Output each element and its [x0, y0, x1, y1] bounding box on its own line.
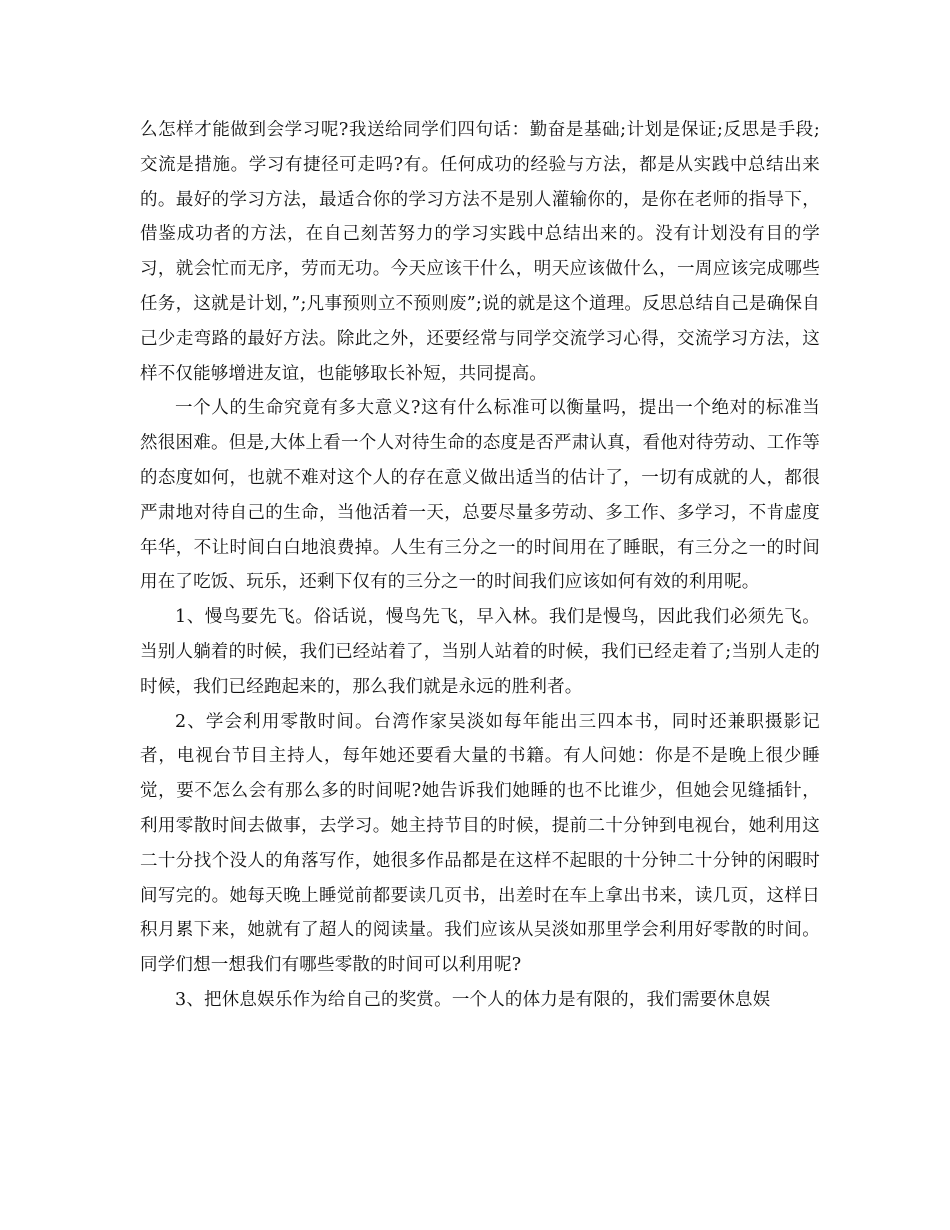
paragraph-slow-bird-flies-first: 1、慢鸟要先飞。俗话说，慢鸟先飞，早入林。我们是慢鸟，因此我们必须先飞。当别人躺着的时候，我们已经站着了，当别人站着的时候，我们已经走着了;当别人走的时候，我们已经跑起来的，那么我们就是永远的胜利者。: [140, 607, 820, 697]
paragraph-use-spare-time: 2、学会利用零散时间。台湾作家吴淡如每年能出三四本书，同时还兼职摄影记者，电视台节目主持人，每年她还要看大量的书籍。有人问她：你是不是晚上很少睡觉，要不怎么会有那么多的时间呢?她告诉我们她睡的也不比谁少，但她会见缝插针，利用零散时间去做事，去学习。她主持节目的时候，提前二十分钟到电视台，她利用这二十分找个没人的角落写作，她很多作品都是在这样不起眼的十分钟二十分钟的闲暇时间写完的。她每天晚上睡觉前都要读几页书，出差时在车上拿出书来，读几页，这样日积月累下来，她就有了超人的阅读量。我们应该从吴淡如那里学会利用好零散的时间。同学们想一想我们有哪些零散的时间可以利用呢?: [140, 711, 820, 976]
paragraph-rest-as-reward: 3、把休息娱乐作为给自己的奖赏。一个人的体力是有限的，我们需要休息娱: [175, 989, 771, 1010]
paragraph-study-method: 么怎样才能做到会学习呢?我送给同学们四句话：勤奋是基础;计划是保证;反思是手段;交流是措施。学习有捷径可走吗?有。任何成功的经验与方法，都是从实践中总结出来的。最好的学习方法，最适合你的学习方法不是别人灌输你的，是你在老师的指导下，借鉴成功者的方法，在自己刻苦努力的学习实践中总结出来的。没有计划没有目的学习，就会忙而无序，劳而无功。今天应该干什么，明天应该做什么，一周应该完成哪些任务，这就是计划，”;凡事预则立不预则废”;说的就是这个道理。反思总结自己是确保自己少走弯路的最好方法。除此之外，还要经常与同学交流学习心得，交流学习方法，这样不仅能够增进友谊，也能够取长补短，共同提高。: [140, 120, 820, 384]
document-body: [140, 113, 820, 1018]
paragraph-meaning-of-life: 一个人的生命究竟有多大意义?这有什么标准可以衡量吗，提出一个绝对的标准当然很困难。但是,大体上看一个人对待生命的态度是否严肃认真，看他对待劳动、工作等的态度如何，也就不难对这个人的存在意义做出适当的估计了，一切有成就的人，都很严肃地对待自己的生命，当他活着一天，总要尽量多劳动、多工作、多学习，不肯虚度年华，不让时间白白地浪费掉。人生有三分之一的时间用在了睡眠，有三分之一的时间用在了吃饭、玩乐，还剩下仅有的三分之一的时间我们应该如何有效的利用呢。: [140, 398, 820, 593]
